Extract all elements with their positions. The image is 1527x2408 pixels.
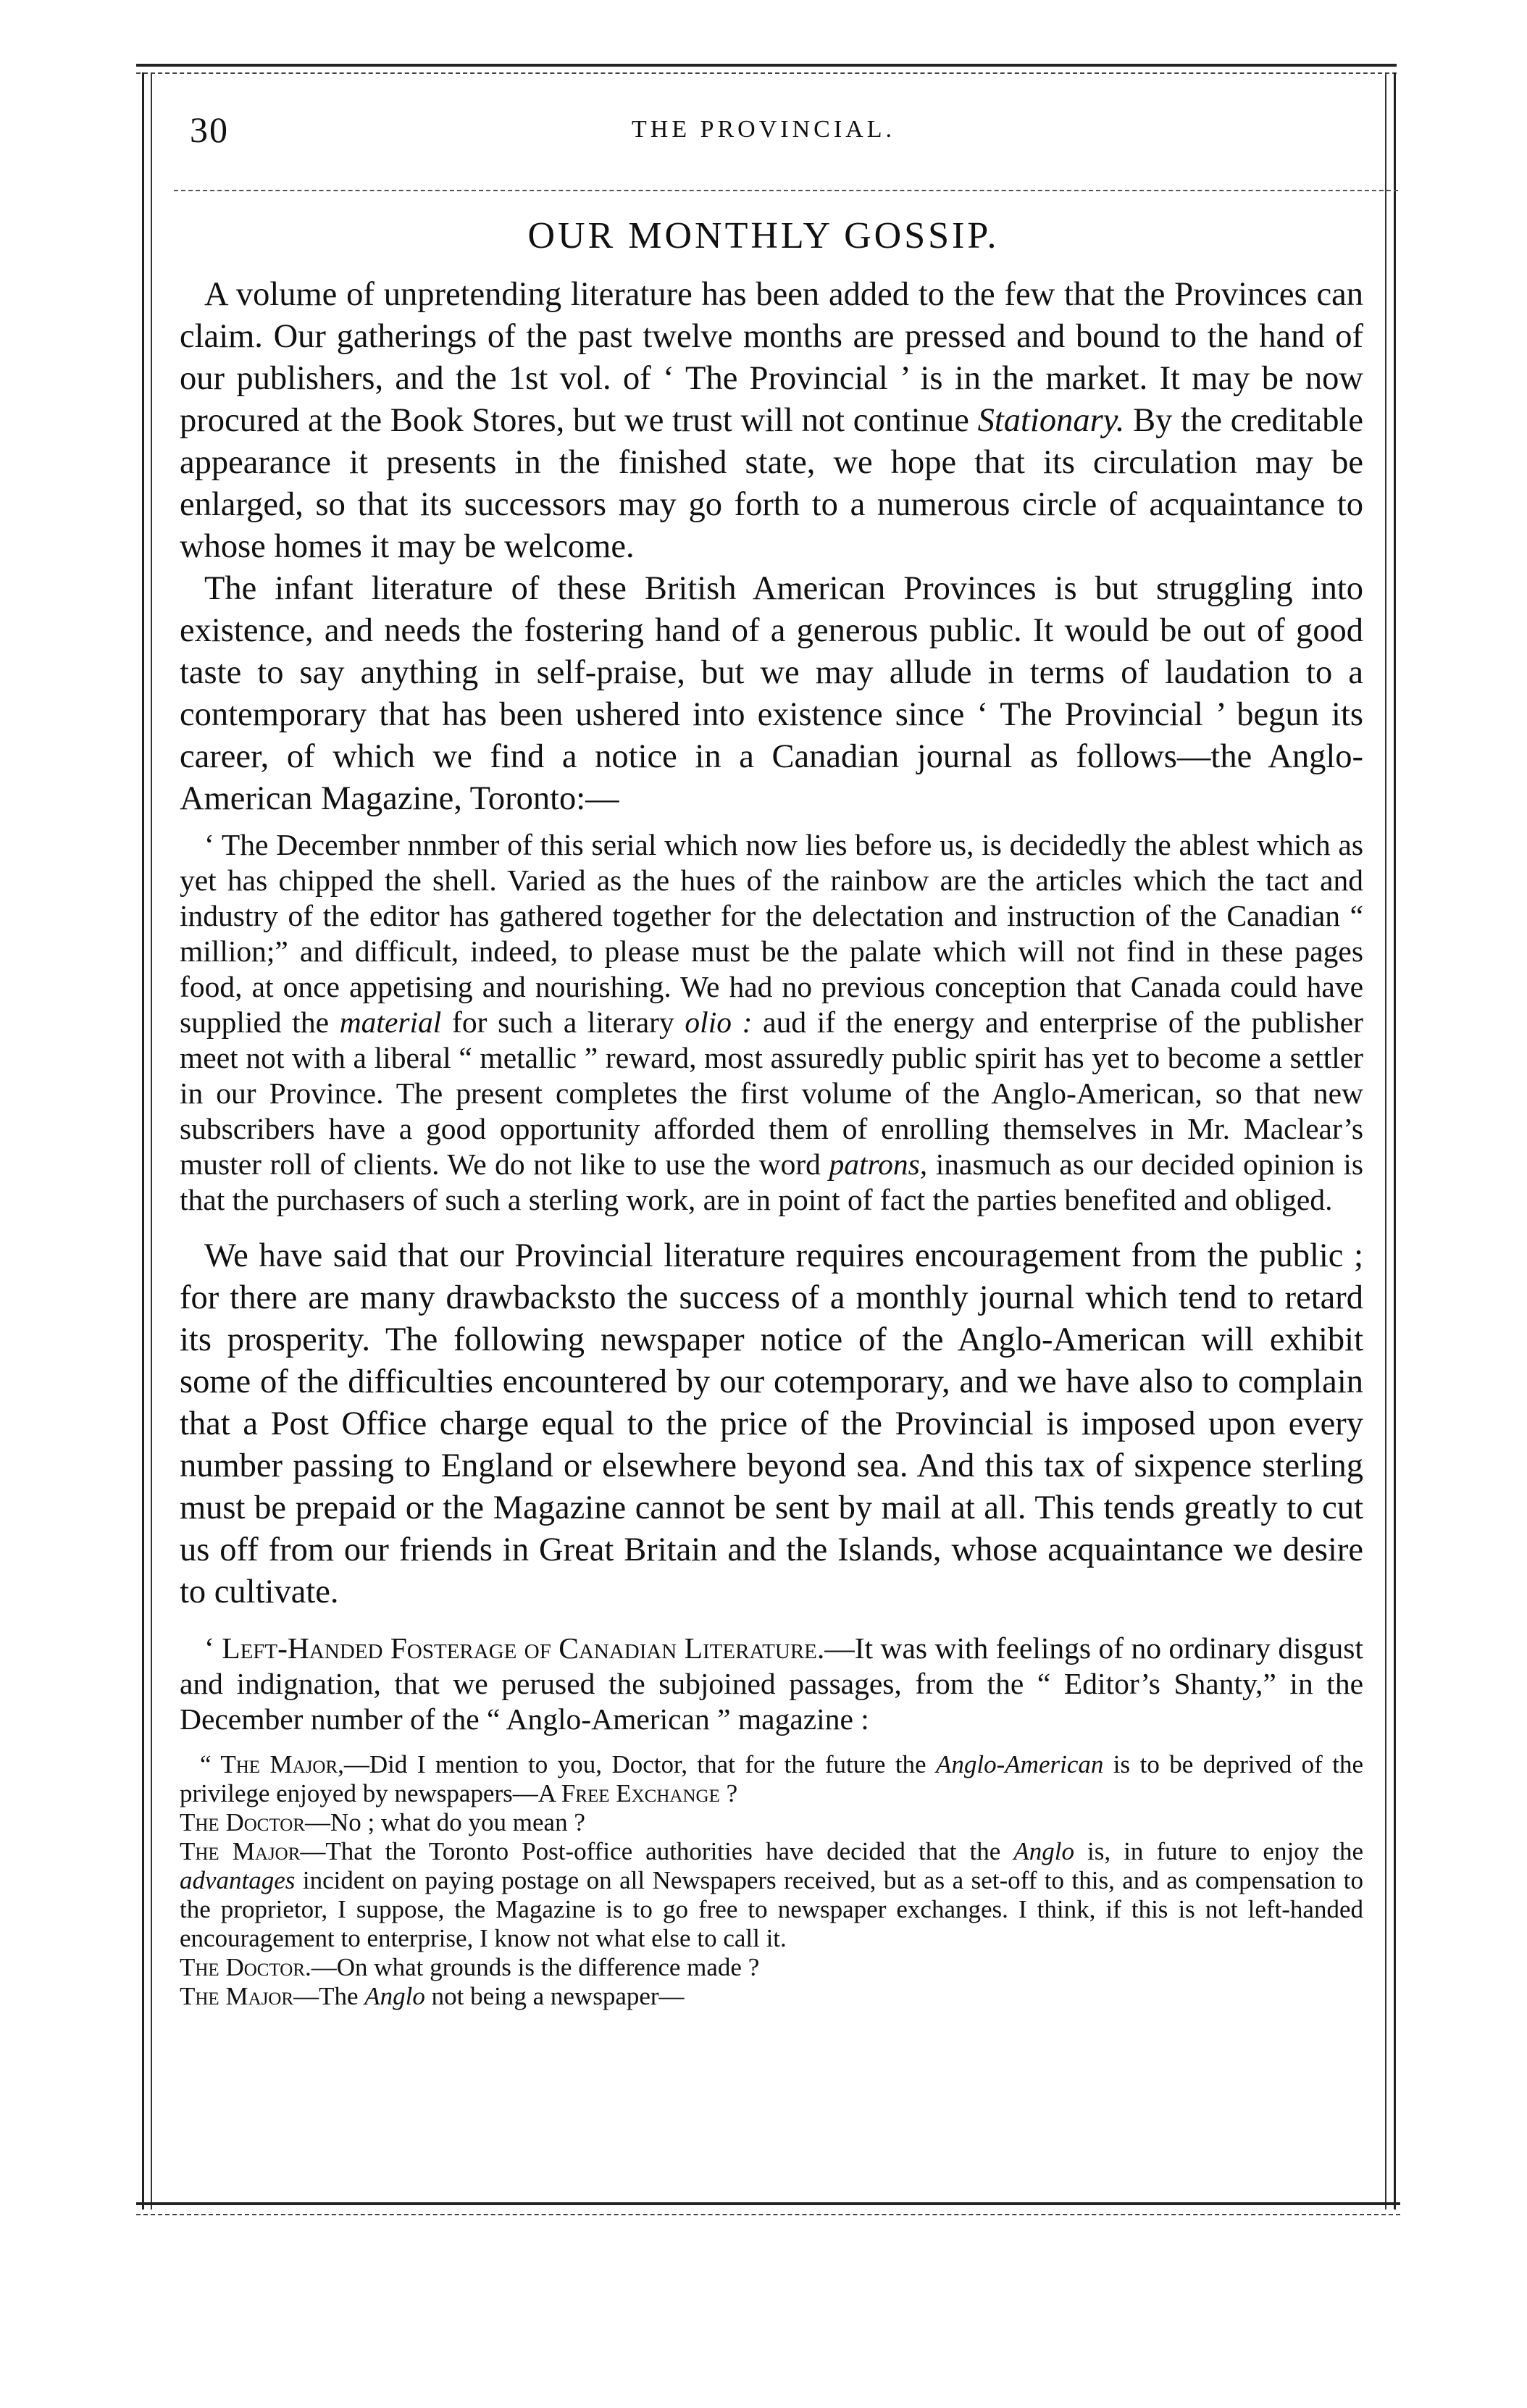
header-divider bbox=[174, 190, 1398, 191]
article-body bbox=[180, 274, 1363, 2011]
dialogue-line: The Doctor.—On what grounds is the difference made ? bbox=[180, 1953, 760, 1981]
dialogue-line: The Major—That the Toronto Post-office authorities have decided that the Anglo is, in future to enjoy the advantages incident on paying postage on all Newspapers received, but as a set-off to this, and as compensation to the proprietor, I suppose, the Magazine is to go free to newspaper exchanges. I think, if this is not left-handed encouragement to enterprise, I know not what else to call it. bbox=[180, 1837, 1363, 1952]
right-border-rule bbox=[1394, 72, 1396, 2210]
quoted-heading: ‘ Left-Handed Fosterage of Canadian Literature. bbox=[204, 1631, 825, 1665]
dialogue-line: The Doctor—No ; what do you mean ? bbox=[180, 1808, 585, 1836]
top-border-rule-inner bbox=[136, 72, 1397, 74]
bottom-border-rule-inner bbox=[136, 2214, 1400, 2215]
top-border-rule bbox=[136, 64, 1397, 67]
dialogue-extract bbox=[180, 1750, 1363, 2011]
dialogue-line: “ The Major,—Did I mention to you, Doctor, that for the future the Anglo-American is to be deprived of the privilege enjoyed by newspapers—A Free Exchange ? bbox=[180, 1750, 1363, 1807]
left-border-rule bbox=[142, 72, 144, 2210]
bottom-border-rule bbox=[136, 2202, 1400, 2205]
left-border-rule-inner bbox=[151, 72, 152, 2210]
paragraph-2: The infant literature of these British American Provinces is but struggling into existence, and needs the fostering hand of a generous public. It would be out of good taste to say anything in self-praise, but we may allude in terms of laudation to a contemporary that has been ushered into existence since ‘ The Provincial ’ begun its career, of which we find a notice in a Canadian journal as follows—the Anglo-American Magazine, Toronto:— bbox=[180, 570, 1363, 817]
italic-stationary: Stationary. bbox=[977, 402, 1125, 439]
running-head: THE PROVINCIAL. bbox=[632, 116, 895, 143]
section-title: OUR MONTHLY GOSSIP. bbox=[527, 215, 1000, 256]
paragraph-3: We have said that our Provincial literature requires encouragement from the public ; for there are many drawbacksto the success of a monthly journal which tend to retard its prosperity. The following newspaper notice of the Anglo-American will exhibit some of the difficulties encountered by our cotemporary, and we have also to complain that a Post Office charge equal to the price of the Provincial is imposed upon every number passing to England or elsewhere beyond sea. And this tax of sixpence sterling must be prepaid or the Magazine cannot be sent by mail at all. This tends greatly to cut us off from our friends in Great Britain and the Islands, whose acquaintance we desire to cultivate. bbox=[180, 1237, 1363, 1610]
quoted-notice-2: ‘ Left-Handed Fosterage of Canadian Literature.—It was with feelings of no ordinary disgust and indignation, that we perused the subjoined passages, from the “ Editor’s Shanty,” in the December number of the “ Anglo-American ” magazine : bbox=[180, 1631, 1363, 1736]
paragraph-1: A volume of unpretending literature has been added to the few that the Provinces can claim. Our gatherings of the past twelve months are pressed and bound to the hand of our publishers, and the 1st vol. of ‘ The Provincial ’ is in the market. It may be now procured at the Book Stores, but we trust will not continue Stationary. By the creditable appearance it presents in the finished state, we hope that its circulation may be enlarged, so that its successors may go forth to a numerous circle of acquaintance to whose homes it may be welcome. bbox=[180, 276, 1364, 565]
page-number: 30 bbox=[190, 109, 229, 150]
dialogue-line: The Major—The Anglo not being a newspaper— bbox=[180, 1982, 685, 2010]
right-border-rule-inner bbox=[1385, 72, 1386, 2210]
quoted-notice-1: ‘ The December nnmber of this serial which now lies before us, is decidedly the ablest which as yet has chipped the shell. Varied as the hues of the rainbow are the articles which the tact and industry of the editor has gathered together for the delectation and instruction of the Canadian “ million;” and difficult, indeed, to please must be the palate which will not find in these pages food, at once appetising and nourishing. We had no previous conception that Canada could have supplied the material for such a literary olio : aud if the energy and enterprise of the publisher meet not with a liberal “ metallic ” reward, most assuredly public spirit has yet to become a settler in our Province. The present completes the first volume of the Anglo-American, so that new subscribers have a good opportunity afforded them of enrolling themselves in Mr. Maclear’s muster roll of clients. We do not like to use the word patrons, inasmuch as our decided opinion is that the purchasers of such a sterling work, are in point of fact the parties benefited and obliged. bbox=[180, 828, 1363, 1216]
